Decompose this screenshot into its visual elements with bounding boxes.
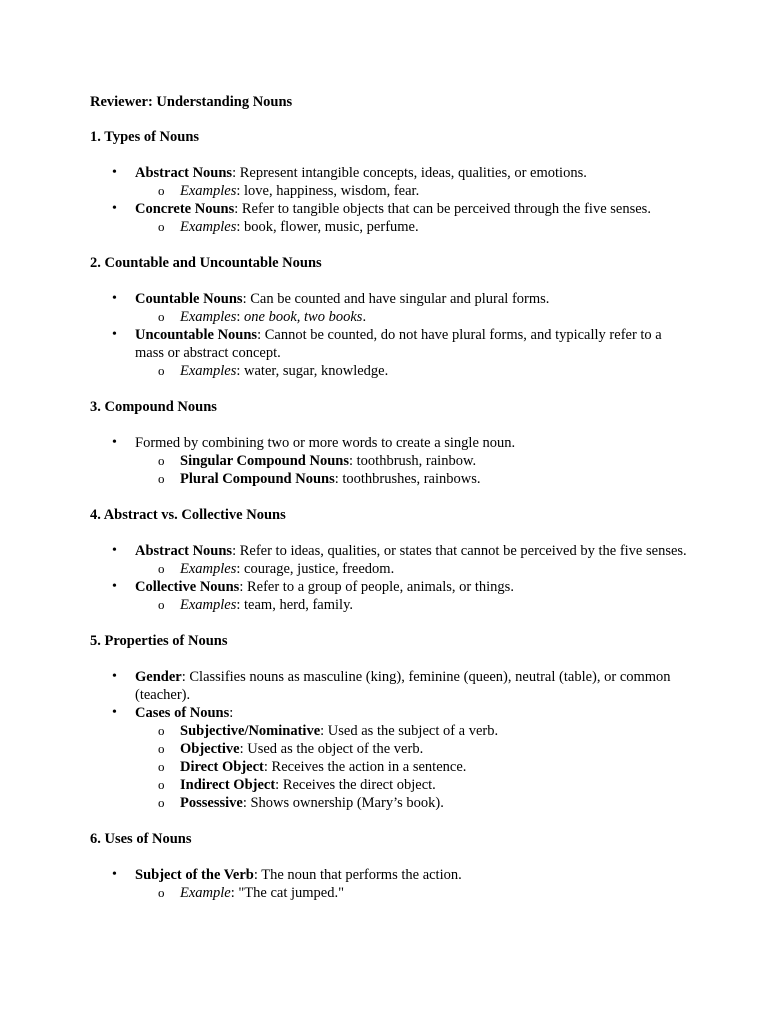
definition: : "The cat jumped."	[230, 885, 345, 901]
definition: : Refer to tangible objects that can be perceived through the five senses.	[234, 201, 651, 217]
circle-bullet-icon: o	[158, 309, 165, 324]
bullet-icon: •	[112, 669, 117, 684]
sub-list	[135, 722, 690, 812]
term: Example	[180, 885, 231, 901]
list-item	[90, 200, 690, 236]
term: Examples	[180, 363, 237, 379]
term: Examples	[180, 219, 237, 235]
circle-bullet-icon: o	[158, 759, 165, 774]
list-item	[90, 542, 690, 578]
circle-bullet-icon: o	[158, 219, 165, 234]
circle-bullet-icon: o	[158, 741, 165, 756]
definition: : Used as the object of the verb.	[239, 741, 424, 757]
definition: : toothbrush, rainbow.	[348, 453, 477, 469]
bullet-icon: •	[112, 543, 117, 558]
circle-bullet-icon: o	[158, 723, 165, 738]
bullet-icon: •	[112, 705, 117, 720]
bullet-icon: •	[112, 201, 117, 216]
section-list	[90, 164, 690, 236]
term: Collective Nouns	[135, 579, 240, 595]
sub-list	[135, 182, 690, 200]
circle-bullet-icon: o	[158, 363, 165, 378]
term: Abstract Nouns	[135, 165, 233, 181]
sub-list	[135, 308, 690, 326]
sub-list-item	[135, 884, 690, 902]
section-list	[90, 542, 690, 614]
definition: : toothbrushes, rainbows.	[334, 471, 481, 487]
list-item	[90, 866, 690, 902]
section-list	[90, 290, 690, 380]
term: Subjective/Nominative	[180, 723, 321, 739]
definition: : Represent intangible concepts, ideas, qualities, or emotions.	[232, 165, 587, 181]
list-item	[90, 164, 690, 200]
bullet-icon: •	[112, 165, 117, 180]
term: Possessive	[180, 795, 243, 811]
sub-list-item	[135, 452, 690, 470]
sub-list-item	[135, 758, 690, 776]
sub-list	[135, 560, 690, 578]
section-heading: 2. Countable and Uncountable Nouns	[90, 255, 322, 271]
bullet-icon: •	[112, 435, 117, 450]
term: Concrete Nouns	[135, 201, 235, 217]
definition: : book, flower, music, perfume.	[236, 219, 419, 235]
list-item	[90, 290, 690, 326]
term: Cases of Nouns	[135, 705, 230, 721]
term: Direct Object	[180, 759, 264, 775]
sub-list	[135, 452, 690, 488]
term: Examples	[180, 597, 237, 613]
sub-list-item	[135, 794, 690, 812]
section-heading: 4. Abstract vs. Collective Nouns	[90, 507, 286, 523]
section-heading: 5. Properties of Nouns	[90, 633, 228, 649]
sub-list-item	[135, 218, 690, 236]
term: Examples	[180, 309, 237, 325]
bullet-icon: •	[112, 579, 117, 594]
sub-list-item	[135, 596, 690, 614]
punctuation: .	[362, 309, 367, 325]
definition: : The noun that performs the action.	[253, 867, 462, 883]
document-body	[90, 93, 690, 920]
sub-list	[135, 362, 690, 380]
example-text: one book, two books	[244, 309, 363, 325]
term: Examples	[180, 183, 237, 199]
definition: : love, happiness, wisdom, fear.	[236, 183, 420, 199]
definition: :	[236, 309, 245, 325]
term: Singular Compound Nouns	[180, 453, 349, 469]
section-heading: 6. Uses of Nouns	[90, 831, 192, 847]
sub-list-item	[135, 740, 690, 758]
definition: :	[229, 705, 234, 721]
list-item	[90, 704, 690, 812]
sub-list-item	[135, 470, 690, 488]
definition: : Refer to ideas, qualities, or states that cannot be perceived by the five senses.	[232, 543, 687, 559]
term: Subject of the Verb	[135, 867, 254, 883]
term: Abstract Nouns	[135, 543, 233, 559]
definition: : Refer to a group of people, animals, or things.	[239, 579, 514, 595]
sub-list-item	[135, 776, 690, 794]
sub-list-item	[135, 182, 690, 200]
term: Objective	[180, 741, 240, 757]
circle-bullet-icon: o	[158, 597, 165, 612]
term: Indirect Object	[180, 777, 276, 793]
sub-list	[135, 884, 690, 902]
sub-list-item	[135, 308, 690, 326]
definition: : Cannot be counted, do not have plural forms, and typically refer to a mass or abstract concept.	[135, 327, 662, 361]
circle-bullet-icon: o	[158, 471, 165, 486]
document-title: Reviewer: Understanding Nouns	[90, 94, 293, 110]
list-item	[90, 326, 690, 380]
circle-bullet-icon: o	[158, 183, 165, 198]
sub-list	[135, 596, 690, 614]
bullet-icon: •	[112, 327, 117, 342]
definition: : team, herd, family.	[236, 597, 354, 613]
section-list	[90, 434, 690, 488]
circle-bullet-icon: o	[158, 561, 165, 576]
term: Uncountable Nouns	[135, 327, 258, 343]
definition: : Receives the direct object.	[275, 777, 436, 793]
list-item	[90, 668, 690, 704]
circle-bullet-icon: o	[158, 885, 165, 900]
term: Examples	[180, 561, 237, 577]
term: Gender	[135, 669, 182, 685]
bullet-icon: •	[112, 867, 117, 882]
section-list	[90, 668, 690, 812]
sub-list-item	[135, 560, 690, 578]
section-heading: 3. Compound Nouns	[90, 399, 217, 415]
definition: Formed by combining two or more words to create a single noun.	[135, 435, 516, 451]
list-item	[90, 578, 690, 614]
bullet-icon: •	[112, 291, 117, 306]
definition: : water, sugar, knowledge.	[236, 363, 389, 379]
sub-list-item	[135, 722, 690, 740]
definition: : Receives the action in a sentence.	[263, 759, 467, 775]
circle-bullet-icon: o	[158, 453, 165, 468]
definition: : Used as the subject of a verb.	[320, 723, 499, 739]
definition: : Can be counted and have singular and plural forms.	[242, 291, 550, 307]
term: Countable Nouns	[135, 291, 243, 307]
definition: : courage, justice, freedom.	[236, 561, 395, 577]
term: Plural Compound Nouns	[180, 471, 335, 487]
sub-list-item	[135, 362, 690, 380]
circle-bullet-icon: o	[158, 777, 165, 792]
list-item	[90, 434, 690, 488]
sub-list	[135, 218, 690, 236]
definition: : Shows ownership (Mary’s book).	[242, 795, 444, 811]
definition: : Classifies nouns as masculine (king), feminine (queen), neutral (table), or common (teacher).	[135, 669, 671, 703]
section-heading: 1. Types of Nouns	[90, 129, 200, 145]
circle-bullet-icon: o	[158, 795, 165, 810]
section-list	[90, 866, 690, 902]
